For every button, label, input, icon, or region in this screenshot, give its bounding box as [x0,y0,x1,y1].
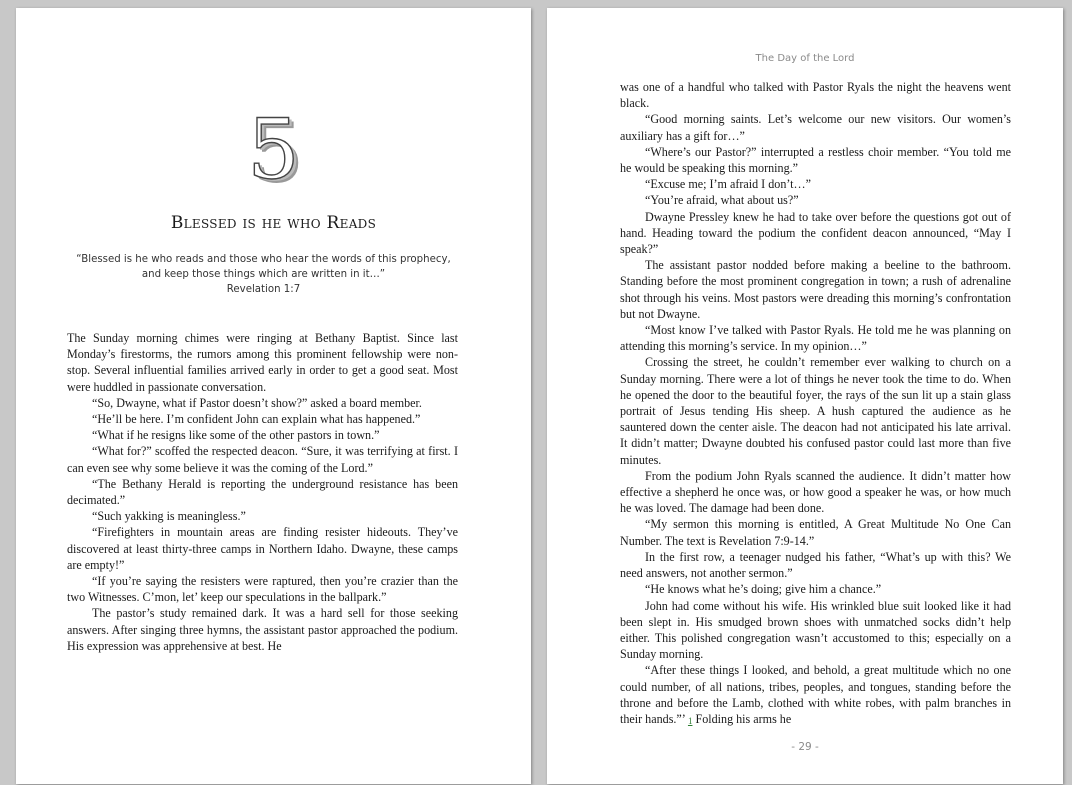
paragraph: “You’re afraid, what about us?” [645,193,799,208]
page-number: - 29 - [791,741,819,753]
paragraph: Dwayne Pressley knew he had to take over before the questions got out of hand. Heading toward the podium the confident deacon announced, “May I speak?” [620,209,1011,257]
left-body-text [67,330,458,654]
epigraph [76,252,451,297]
paragraph: Crossing the street, he couldn’t remember ever walking to church on a Sunday morning. There were a lot of things he never took the time to do. When he opened the door to the beautiful foyer, the rays of the sun lit up a stain glass portrait of Jesus tending His sheep. A hush captured the audience as he sauntered down the center aisle. The deacon had not anticipated his late arrival. It didn’t matter; Dwayne doubted his confused pastor could last more than five minutes. [620,355,1011,467]
paragraph: “So, Dwayne, what if Pastor doesn’t show?” asked a board member. [92,395,422,410]
paragraph: “If you’re saying the resisters were raptured, then you’re crazier than the two Witnesses. C’mon, let’ keep our speculations in the ballpark.” [67,574,458,605]
paragraph: John had come without his wife. His wrinkled blue suit looked like it had been slept in. His smudged brown shoes with unmatched socks didn’t help either. This polished congregation wasn’t accustomed to this; especially on a Sunday morning. [620,598,1011,662]
paragraph: “Excuse me; I’m afraid I don’t…” [645,177,811,192]
footnote-marker[interactable]: 1 [687,715,693,726]
paragraph: The pastor’s study remained dark. It was a hard sell for those seeking answers. After singing three hymns, the assistant pastor approached the podium. His expression was apprehensive at best. He [67,606,458,653]
paragraph: “Firefighters in mountain areas are finding resister hideouts. They’ve discovered at least thirty-three camps in Northern Idaho. Dwayne, these camps are empty!” [67,525,458,572]
right-page [547,8,1063,784]
paragraph: “The Bethany Herald is reporting the underground resistance has been decimated.” [67,476,458,508]
paragraph: The assistant pastor nodded before making a beeline to the bathroom. Standing before the most prominent congregation in town; a rush of adrenaline shot through his veins. Most pastors were dreading this morning’s confrontation but not Dwayne. [620,258,1011,321]
paragraph [620,662,1011,729]
chapter-number: 5 [247,103,300,198]
running-header: The Day of the Lord [755,53,855,64]
paragraph: The Sunday morning chimes were ringing at Bethany Baptist. Since last Monday’s firestorms, the rumors among this prominent fellowship were non-stop. Several influential families arrived early in order to get a good seat. Most were huddled in passionate conversation. [67,331,458,394]
paragraph: “He knows what he’s doing; give him a chance.” [645,582,882,597]
paragraph: “Most know I’ve talked with Pastor Ryals. He told me he was planning on attending this morning’s service. In my opinion…” [620,323,1011,354]
paragraph: “What if he resigns like some of the other pastors in town.” [92,428,380,443]
paragraph: “He’ll be here. I’m confident John can explain what has happened.” [92,412,421,427]
left-page [16,8,531,784]
paragraph: “Good morning saints. Let’s welcome our new visitors. Our women’s auxiliary has a gift for…” [620,112,1011,143]
epigraph-reference: Revelation 1:7 [226,284,301,295]
paragraph: “Where’s our Pastor?” interrupted a restless choir member. “You told me he would be speaking this morning.” [620,144,1011,176]
paragraph: “Such yakking is meaningless.” [92,509,246,524]
epigraph-quote: “Blessed is he who reads and those who hear the words of this prophecy, and keep those things which are written in it…” [76,254,451,280]
paragraph: From the podium John Ryals scanned the audience. It didn’t matter how effective a shepherd he once was, or how good a speaker he was, or how much he was loved. The damage had been done. [620,468,1011,516]
paragraph: In the first row, a teenager nudged his father, “What’s up with this? We need answers, not another sermon.” [620,549,1011,581]
right-body-text [620,79,1011,729]
paragraph: was one of a handful who talked with Pastor Ryals the night the heavens went black. [620,80,1011,111]
quote-continuation: Folding his arms he [692,711,792,726]
chapter-title: Blessed is he who Reads [170,213,377,233]
paragraph: “My sermon this morning is entitled, A Great Multitude No One Can Number. The text is Revelation 7:9-14.” [620,517,1011,548]
quote-text: “After these things I looked, and behold, a great multitude which no one could number, of all nations, tribes, peoples, and tongues, standing before the throne and before the Lamb, clothed with white robes, with palm branches in their hands.”’ [620,663,1011,726]
paragraph: “What for?” scoffed the respected deacon. “Sure, it was terrifying at first. I can even see why some believe it was the coming of the Lord.” [67,444,458,475]
